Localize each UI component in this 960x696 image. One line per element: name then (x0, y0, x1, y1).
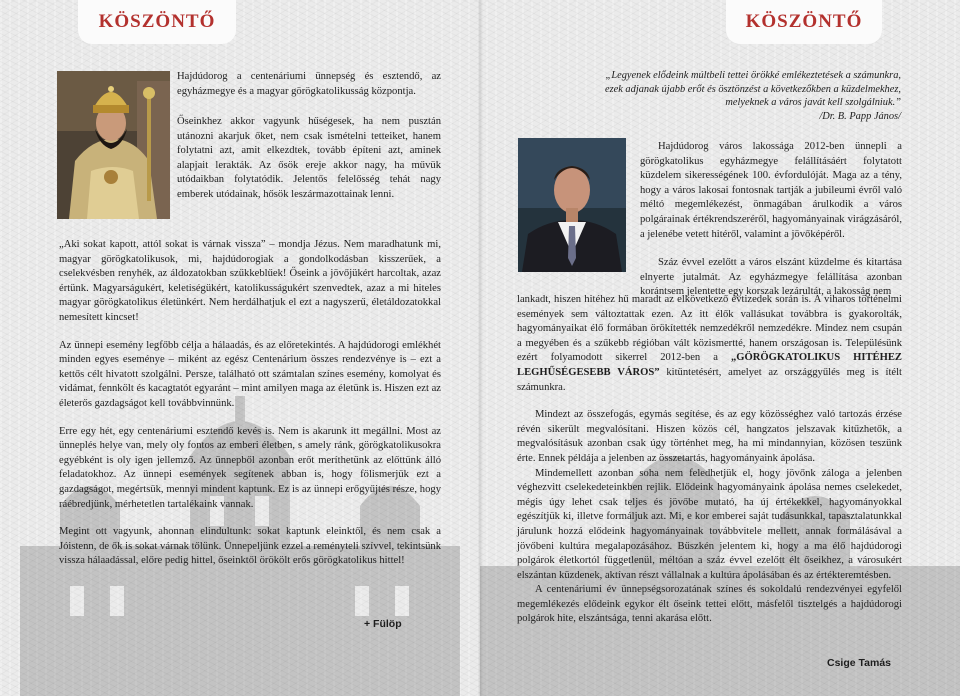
left-paragraph-1: „Aki sokat kapott, attól sokat is várnak vissza” – mondja Jézus. Nem maradhatunk mi, magyar görögkatolikusok, mi, hajdúdorogiak a gondolkodásban kisszerűek, a cselekvésben renyhék, az áldozatokban szűkkeblűek! Őseink a jövőjükért harcoltak, azaz értünk. Magyarságukért, keletiségükért, katolikusságukért szenvedtek, azaz a mi hiteles magyar görögkatolikus életünkért. Nem herdálhatjuk el ezt a nagyszerű, életáldozatokkal nemesített kincset! (59, 239, 441, 323)
right-page (480, 0, 960, 696)
bishop-photo (57, 71, 170, 219)
page-gutter (477, 0, 483, 696)
right-paragraph-continued-post: kitüntetésért, amelyet az országgyűlés meg is ítélt számunkra. (517, 366, 902, 393)
left-paragraph-2: Az ünnepi esemény legfőbb célja a hálaadás, és az előretekintés. A hajdúdorogi emlékhét minden egyes eseménye – miként az egész Centenárium összes rendezvénye is – ezt a kettős célt hivatott szolgálni. Persze, található ott számtalan színes esemény, komolyat és vidámat, fennkölt és kacagtatót egyaránt – mint amilyen maga az életünk is. Hiszen ezt az életerős gazdagságot kell továbbvinnünk. (59, 339, 441, 409)
right-side-text-2: Száz évvel ezelőtt a város elszánt küzdelme és kitartása elnyerte jutalmát. Az egyházmegye felállítása azonban korántsem jelentette egy korszak lezárultát, a lakosság nem (640, 257, 902, 298)
right-paragraph-continued (517, 293, 902, 395)
left-signature: + Fülöp (364, 618, 402, 630)
award-title: „GÖRÖGKATOLIKUS HITÉHEZ LEGHŰSÉGESEBB VÁROS” (517, 352, 902, 378)
left-body (59, 238, 441, 582)
quote-line-2: ezek adjanak újabb erőt és ösztönzést a következőkben a küzdelmekhez, (604, 83, 901, 95)
right-signature: Csige Tamás (827, 657, 891, 669)
right-paragraph-3: A centenáriumi év ünnepségsorozatának színes és sokoldalú rendezvényei egyfelől megemlékezés elődeink egykor élt őseink tettei előtt, másfelől tisztelgés a hajdúdorogi polgárok hite, elszántsága, tenni akarása előtt. (517, 584, 902, 625)
left-intro-text: Hajdúdorog a centenáriumi ünnepség és esztendő, az egyházmegye és a magyar görögkatolikusság központja. (177, 71, 441, 97)
page-header-right: KÖSZÖNTŐ (726, 0, 882, 44)
left-side-text: Őseinkhez akkor vagyunk hűségesek, ha nem pusztán utánozni akarjuk őket, nem csak ismételni tetteiket, hanem folytatni azt, amit elkezdtek, tovább építeni azt, aminek alapjait lerakták. Az ősök ereje akkor nagy, ha művük utódaikban folytatódik. Jelentős felelősség tehát nagy emberek utódainak, hősök leszármazottainak lenni. (177, 116, 441, 200)
right-side-text-1: Hajdúdorog város lakossága 2012-ben ünnepli a görögkatolikus egyházmegye felállításáért folytatott küzdelem sikerességének 100. évfordulóját. Maga az a tény, hogy a város lakosai fontosnak tartják a jubileumi évről való méltó megemlékezést, önmagában árulkodik a város polgárainak értékrendszeréről, hagyományainak virágzásáról, a jelenébe vetett hitéről, valamint a jövőképéről. (640, 141, 902, 240)
quote-line-1: „Legyenek elődeink múltbeli tettei örökké emlékeztetések a számunkra, (605, 70, 901, 81)
motto-quote (520, 69, 901, 123)
right-body (517, 293, 902, 627)
quote-line-3: melyeknek a város javát kell szolgálniuk.” (725, 97, 901, 109)
right-paragraph-2: Mindemellett azonban soha nem feledhetjük el, hogy jövőnk záloga a jelenben véghezvitt cselekedeteinkben rejlik. Elődeink hagyományaink ápolása nemes cselekedet, mégis úgy lehet csak teljes és jövőbe mutató, ha új értékekkel, hagyományokkal egészítjük ki, illetve formáljuk azt. Mi, e kor emberei saját tudásunkkal, tapasztalatunkkal járulunk hozzá elődeink hagyományainak továbbvitele mellett, annak formálásával a jövőbeni kultúra megalapozásához. Büszkén jelentem ki, hogy a ma élő hajdúdorogi polgárok életkortól függetlenül, méltóan a száz évvel ezelőtt élt őseikhez, a városukért elszántan küzdenek, aktívan részt vállalnak a kultúra ápolásában és az értékteremtésben. (517, 467, 902, 581)
left-paragraph-3: Erre egy hét, egy centenáriumi esztendő kevés is. Nem is akarunk itt megállni. Most az ünneplés helye van, mely oly fontos az emberi életben, s amely ránk, görögkatolikusokra egyébként is oly igen jellemző. Az ünnepből azonban erőt meríthetünk az előttünk álló feladatokhoz. Az ünnepi események segítenek abban is, hogy fölismerjük ezt a gazdagságot, megértsük, mennyi mindent kaptunk. Ez is az ünnepi erőgyűjtés része, hogy ráébredjünk, mérhetetlen tartalékaink vannak. (59, 425, 441, 510)
mayor-portrait-icon (518, 138, 626, 272)
quote-author: /Dr. B. Papp János/ (819, 110, 901, 122)
page-header-left: KÖSZÖNTŐ (78, 0, 236, 44)
mayor-photo (518, 138, 626, 272)
left-paragraph-4: Megint ott vagyunk, ahonnan elindultunk: sokat kaptunk eleinktől, és nem csak a Jóistenn, de ők is sokat várnak tőlünk. Ünnepeljünk ezzel a reményteli szívvel, tekintsünk vissza hálaadással, előre pedig hittel, őseinktől örökölt erős görögkatolikus hittel! (59, 526, 441, 567)
right-paragraph-1: Mindezt az összefogás, egymás segítése, és az egy közösséghez való tartozás érzése révén sikerült megvalósítani. Hiszen közös cél, hangzatos jelszavak kitűzhetők, a megvalósításuk azonban csak úgy történhet meg, ha mi mindannyian, közösen teszünk érte. Ennek példája a jelenben az összetartás, hagyományaink ápolása. (517, 409, 902, 464)
right-paragraph-continued-pre: lankadt, hiszen hitéhez hű maradt az elkövetkező évtizedek során is. A viharos történelmi események sem változtattak ezen. Az itt élők vallásukat továbbra is gyakorolták, hagyományaikat élő formában örökítették nemzedékről nemzedékre. Mindez nem csupán a megyében és a szűkebb régióban vált közismertté, hanem országosan is. Településünk ezért folyamodott sikerrel 2012-ben a (517, 294, 902, 364)
bishop-portrait-icon (57, 71, 170, 219)
